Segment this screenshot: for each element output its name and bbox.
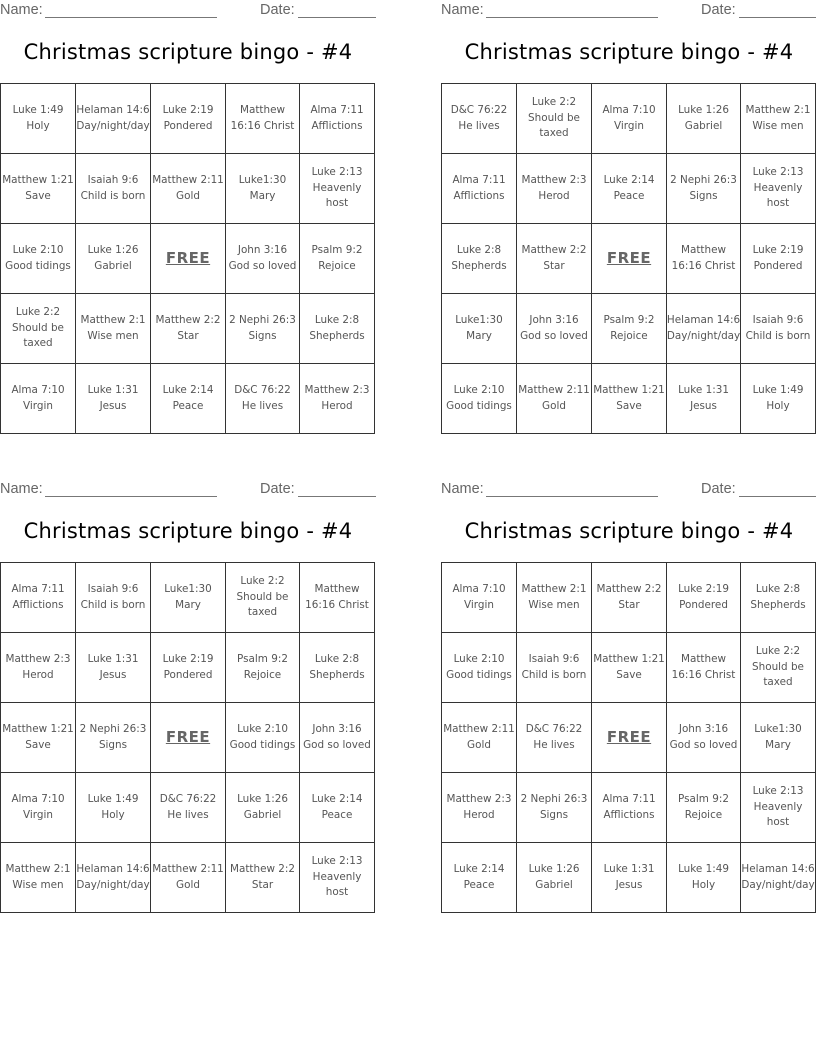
- bingo-cell: [76, 154, 151, 224]
- bingo-cell: [442, 154, 517, 224]
- bingo-cell: [517, 563, 592, 633]
- bingo-cell: [517, 843, 592, 913]
- bingo-cell-text: Luke 2:19 Pondered: [162, 104, 214, 132]
- bingo-cell: [592, 84, 667, 154]
- bingo-cell: [300, 294, 375, 364]
- bingo-cell-text: Matthew 2:3 Herod: [304, 384, 370, 412]
- bingo-cell: [667, 294, 741, 364]
- bingo-cell: [1, 843, 76, 913]
- bingo-cell: [1, 224, 76, 294]
- bingo-cell-text: FREE: [165, 248, 211, 267]
- bingo-cell-text: Luke1:30 Mary: [455, 314, 503, 342]
- bingo-cell: [741, 703, 816, 773]
- bingo-cell: [442, 633, 517, 703]
- bingo-cell: [1, 773, 76, 843]
- bingo-cell: [1, 703, 76, 773]
- bingo-cell-text: Alma 7:10 Virgin: [602, 104, 656, 132]
- date-label: Date:: [701, 2, 736, 18]
- bingo-cell: [592, 633, 667, 703]
- bingo-grid: [441, 562, 816, 913]
- bingo-cell-text: Alma 7:11 Afflictions: [11, 583, 65, 611]
- bingo-grid: [441, 83, 816, 434]
- bingo-cell: [517, 633, 592, 703]
- bingo-cell-text: Luke 2:14 Peace: [311, 793, 363, 821]
- name-label: Name:: [441, 2, 484, 18]
- bingo-cell: [592, 294, 667, 364]
- bingo-cell: [300, 154, 375, 224]
- bingo-cell-text: John 3:16 God so loved: [228, 244, 297, 272]
- bingo-cell: [226, 294, 300, 364]
- bingo-cell-text: Helaman 14:6 Day/night/day: [76, 104, 150, 132]
- bingo-cell-text: Matthew 2:1 Wise men: [80, 314, 146, 342]
- bingo-cell: [442, 563, 517, 633]
- bingo-cell-text: 2 Nephi 26:3 Signs: [670, 174, 737, 202]
- name-label: Name:: [0, 2, 43, 18]
- bingo-cell-text: Luke 2:13 Heavenly host: [311, 855, 363, 899]
- bingo-cell-text: Alma 7:11 Afflictions: [602, 793, 656, 821]
- bingo-cell: [300, 563, 375, 633]
- bingo-cell-text: Luke 2:2 Should be taxed: [752, 645, 804, 689]
- bingo-cell-text: 2 Nephi 26:3 Signs: [229, 314, 296, 342]
- bingo-cell-text: Luke 1:49 Holy: [678, 863, 729, 891]
- bingo-cell-text: Luke 2:19 Pondered: [752, 244, 804, 272]
- bingo-cell: [151, 84, 226, 154]
- bingo-cell: [517, 154, 592, 224]
- bingo-cell: [151, 563, 226, 633]
- bingo-cell: [76, 843, 151, 913]
- bingo-cell: [741, 633, 816, 703]
- bingo-cell: [517, 773, 592, 843]
- bingo-cell-text: Alma 7:10 Virgin: [11, 384, 65, 412]
- bingo-cell: [151, 773, 226, 843]
- bingo-cell: [226, 773, 300, 843]
- date-line: [739, 496, 816, 497]
- bingo-cell: [300, 633, 375, 703]
- bingo-cell-text: Luke 1:26 Gabriel: [678, 104, 729, 132]
- bingo-cell: [76, 563, 151, 633]
- bingo-cell: [442, 773, 517, 843]
- free-space: [151, 703, 226, 773]
- bingo-cell-text: Matthew 2:3 Herod: [446, 793, 512, 821]
- bingo-cell: [300, 224, 375, 294]
- bingo-cell-text: Luke 2:13 Heavenly host: [311, 166, 363, 210]
- bingo-cell-text: Matthew 2:1 Wise men: [5, 863, 71, 891]
- bingo-cell-text: Luke 1:31 Jesus: [678, 384, 729, 412]
- bingo-cell-text: FREE: [606, 248, 652, 267]
- bingo-cell: [667, 773, 741, 843]
- bingo-cell-text: D&C 76:22 He lives: [525, 723, 583, 751]
- bingo-cell: [76, 84, 151, 154]
- bingo-cell-text: Psalm 9:2 Rejoice: [237, 653, 288, 681]
- date-label: Date:: [260, 481, 295, 497]
- bingo-cell: [226, 224, 300, 294]
- free-space: [592, 224, 667, 294]
- bingo-cell: [1, 633, 76, 703]
- bingo-cell-text: Psalm 9:2 Rejoice: [678, 793, 729, 821]
- bingo-cell-text: Luke 1:26 Gabriel: [87, 244, 139, 272]
- bingo-cell-text: Matthew 2:2 Star: [521, 244, 587, 272]
- bingo-cell-text: Isaiah 9:6 Child is born: [80, 583, 146, 611]
- bingo-cell: [300, 364, 375, 434]
- bingo-cell-text: John 3:16 God so loved: [520, 314, 588, 342]
- bingo-cell: [741, 364, 816, 434]
- bingo-cell-text: Matthew 16:16 Christ: [230, 104, 295, 132]
- bingo-cell-text: Alma 7:11 Afflictions: [310, 104, 364, 132]
- bingo-cell-text: FREE: [606, 727, 652, 746]
- name-date-row: [441, 0, 816, 24]
- bingo-cell-text: Psalm 9:2 Rejoice: [311, 244, 363, 272]
- bingo-cell: [442, 294, 517, 364]
- bingo-cell: [226, 364, 300, 434]
- bingo-cell-text: Luke 1:26 Gabriel: [528, 863, 580, 891]
- bingo-cell-text: Matthew 2:11 Gold: [152, 174, 224, 202]
- bingo-cell: [1, 364, 76, 434]
- name-label: Name:: [0, 481, 43, 497]
- bingo-cell-text: Alma 7:11 Afflictions: [452, 174, 506, 202]
- bingo-cell-text: D&C 76:22 He lives: [234, 384, 291, 412]
- bingo-cell-text: Luke 1:26 Gabriel: [237, 793, 288, 821]
- bingo-cell: [1, 294, 76, 364]
- bingo-cell-text: Matthew 16:16 Christ: [671, 244, 736, 272]
- name-line: [45, 496, 217, 497]
- bingo-cell: [517, 224, 592, 294]
- bingo-cell: [76, 364, 151, 434]
- free-space: [151, 224, 226, 294]
- bingo-cell: [741, 154, 816, 224]
- bingo-cell-text: Luke 2:2 Should be taxed: [12, 306, 64, 350]
- bingo-cell: [300, 703, 375, 773]
- date-line: [298, 496, 376, 497]
- bingo-cell-text: Luke 2:10 Good tidings: [229, 723, 296, 751]
- bingo-cell-text: Luke 2:14 Peace: [162, 384, 214, 412]
- bingo-cell-text: Helaman 14:6 Day/night/day: [667, 314, 741, 342]
- bingo-cell-text: Luke 2:19 Pondered: [678, 583, 729, 611]
- card-title: Christmas scripture bingo - #4: [464, 519, 794, 543]
- bingo-cell: [226, 633, 300, 703]
- bingo-cell-text: Isaiah 9:6 Child is born: [745, 314, 811, 342]
- bingo-cell: [592, 773, 667, 843]
- bingo-cell-text: Alma 7:10 Virgin: [452, 583, 506, 611]
- bingo-cell-text: Luke 2:2 Should be taxed: [236, 575, 289, 619]
- date-line: [739, 17, 816, 18]
- bingo-cell: [741, 843, 816, 913]
- bingo-cell-text: 2 Nephi 26:3 Signs: [79, 723, 147, 751]
- bingo-cell-text: Luke 2:10 Good tidings: [446, 384, 512, 412]
- bingo-cell: [300, 843, 375, 913]
- card-title: Christmas scripture bingo - #4: [23, 519, 353, 543]
- bingo-cell-text: Luke 2:2 Should be taxed: [528, 96, 580, 140]
- bingo-cell-text: Luke 2:14 Peace: [453, 863, 505, 891]
- bingo-cell-text: Luke 1:31 Jesus: [87, 384, 139, 412]
- bingo-cell-text: Luke 2:8 Shepherds: [309, 653, 365, 681]
- bingo-cell-text: Matthew 2:2 Star: [596, 583, 662, 611]
- bingo-cell-text: Matthew 2:11 Gold: [518, 384, 590, 412]
- bingo-cell: [1, 84, 76, 154]
- bingo-cell-text: Luke 2:14 Peace: [603, 174, 655, 202]
- bingo-cell: [442, 84, 517, 154]
- bingo-cell: [76, 633, 151, 703]
- bingo-cell: [667, 843, 741, 913]
- bingo-cell: [442, 364, 517, 434]
- name-date-row: [0, 479, 376, 503]
- bingo-cell: [667, 154, 741, 224]
- bingo-cell-text: D&C 76:22 He lives: [159, 793, 217, 821]
- bingo-cell: [226, 843, 300, 913]
- name-date-row: [441, 479, 816, 503]
- free-space: [592, 703, 667, 773]
- bingo-cell: [226, 703, 300, 773]
- bingo-cell-text: 2 Nephi 26:3 Signs: [520, 793, 588, 821]
- bingo-grid: [0, 83, 375, 434]
- bingo-cell-text: Helaman 14:6 Day/night/day: [741, 863, 815, 891]
- name-date-row: [0, 0, 376, 24]
- bingo-cell: [226, 563, 300, 633]
- name-line: [486, 17, 658, 18]
- bingo-cell: [741, 84, 816, 154]
- bingo-cell: [151, 294, 226, 364]
- bingo-cell-text: Matthew 1:21 Save: [593, 653, 665, 681]
- bingo-cell-text: Matthew 2:11 Gold: [152, 863, 224, 891]
- bingo-cell: [667, 224, 741, 294]
- bingo-cell: [1, 154, 76, 224]
- bingo-cell-text: Luke 1:49 Holy: [12, 104, 64, 132]
- bingo-cell-text: Luke 1:31 Jesus: [87, 653, 139, 681]
- bingo-cell: [442, 224, 517, 294]
- bingo-cell: [76, 773, 151, 843]
- card-title: Christmas scripture bingo - #4: [464, 40, 794, 64]
- bingo-cell: [1, 563, 76, 633]
- bingo-cell-text: Matthew 2:1 Wise men: [745, 104, 811, 132]
- bingo-cell-text: FREE: [165, 727, 211, 746]
- bingo-cell: [592, 843, 667, 913]
- bingo-cell: [151, 364, 226, 434]
- bingo-cell: [517, 703, 592, 773]
- date-label: Date:: [260, 2, 295, 18]
- bingo-cell: [592, 154, 667, 224]
- bingo-cell: [517, 84, 592, 154]
- bingo-cell: [741, 294, 816, 364]
- date-label: Date:: [701, 481, 736, 497]
- bingo-cell-text: Matthew 16:16 Christ: [305, 583, 369, 611]
- bingo-cell: [667, 563, 741, 633]
- bingo-cell-text: Matthew 2:2 Star: [155, 314, 221, 342]
- bingo-cell-text: Matthew 2:11 Gold: [443, 723, 515, 751]
- bingo-cell-text: Matthew 2:3 Herod: [5, 653, 71, 681]
- bingo-cell-text: Matthew 16:16 Christ: [671, 653, 736, 681]
- bingo-cell-text: Luke1:30 Mary: [238, 174, 287, 202]
- name-label: Name:: [441, 481, 484, 497]
- bingo-cell: [741, 773, 816, 843]
- bingo-cell-text: Psalm 9:2 Rejoice: [603, 314, 655, 342]
- bingo-cell-text: D&C 76:22 He lives: [450, 104, 508, 132]
- bingo-cell-text: Luke 2:13 Heavenly host: [752, 785, 804, 829]
- bingo-cell: [741, 224, 816, 294]
- bingo-cell-text: Matthew 2:1 Wise men: [521, 583, 587, 611]
- bingo-cell: [300, 773, 375, 843]
- bingo-cell-text: Matthew 1:21 Save: [2, 723, 74, 751]
- bingo-cell: [592, 364, 667, 434]
- bingo-cell-text: Luke 2:8 Shepherds: [750, 583, 806, 611]
- bingo-cell-text: Matthew 2:3 Herod: [521, 174, 587, 202]
- bingo-cell: [667, 703, 741, 773]
- bingo-cell-text: John 3:16 God so loved: [669, 723, 738, 751]
- bingo-cell: [226, 154, 300, 224]
- bingo-cell-text: Luke 2:8 Shepherds: [309, 314, 365, 342]
- bingo-cell-text: Luke 1:31 Jesus: [603, 863, 655, 891]
- bingo-cell-text: Luke 1:49 Holy: [752, 384, 804, 412]
- bingo-cell-text: Luke 1:49 Holy: [87, 793, 139, 821]
- bingo-cell-text: Isaiah 9:6 Child is born: [521, 653, 587, 681]
- bingo-cell-text: Matthew 1:21 Save: [593, 384, 665, 412]
- bingo-cell-text: Isaiah 9:6 Child is born: [80, 174, 146, 202]
- bingo-cell: [76, 224, 151, 294]
- bingo-cell-text: Luke 2:8 Shepherds: [451, 244, 507, 272]
- bingo-cell-text: Alma 7:10 Virgin: [11, 793, 65, 821]
- bingo-cell: [667, 84, 741, 154]
- bingo-cell-text: John 3:16 God so loved: [303, 723, 371, 751]
- bingo-grid: [0, 562, 375, 913]
- bingo-cell: [300, 84, 375, 154]
- name-line: [45, 17, 217, 18]
- bingo-cell: [76, 703, 151, 773]
- bingo-cell-text: Helaman 14:6 Day/night/day: [76, 863, 150, 891]
- bingo-cell: [741, 563, 816, 633]
- bingo-cell-text: Luke 2:10 Good tidings: [446, 653, 512, 681]
- card-title: Christmas scripture bingo - #4: [23, 40, 353, 64]
- name-line: [486, 496, 658, 497]
- bingo-cell-text: Luke 2:13 Heavenly host: [752, 166, 804, 210]
- bingo-cell: [442, 703, 517, 773]
- bingo-cell: [667, 364, 741, 434]
- bingo-cell: [151, 154, 226, 224]
- bingo-cell-text: Luke 2:19 Pondered: [162, 653, 214, 681]
- date-line: [298, 17, 376, 18]
- bingo-cell: [667, 633, 741, 703]
- bingo-cell-text: Matthew 2:2 Star: [230, 863, 295, 891]
- bingo-cell-text: Luke1:30 Mary: [754, 723, 802, 751]
- bingo-cell-text: Luke1:30 Mary: [164, 583, 212, 611]
- bingo-cell: [592, 563, 667, 633]
- bingo-cell: [226, 84, 300, 154]
- bingo-cell: [442, 843, 517, 913]
- bingo-cell: [517, 294, 592, 364]
- bingo-cell: [151, 633, 226, 703]
- bingo-cell-text: Matthew 1:21 Save: [2, 174, 74, 202]
- bingo-cell: [517, 364, 592, 434]
- bingo-cell-text: Luke 2:10 Good tidings: [5, 244, 71, 272]
- bingo-cell: [76, 294, 151, 364]
- bingo-cell: [151, 843, 226, 913]
